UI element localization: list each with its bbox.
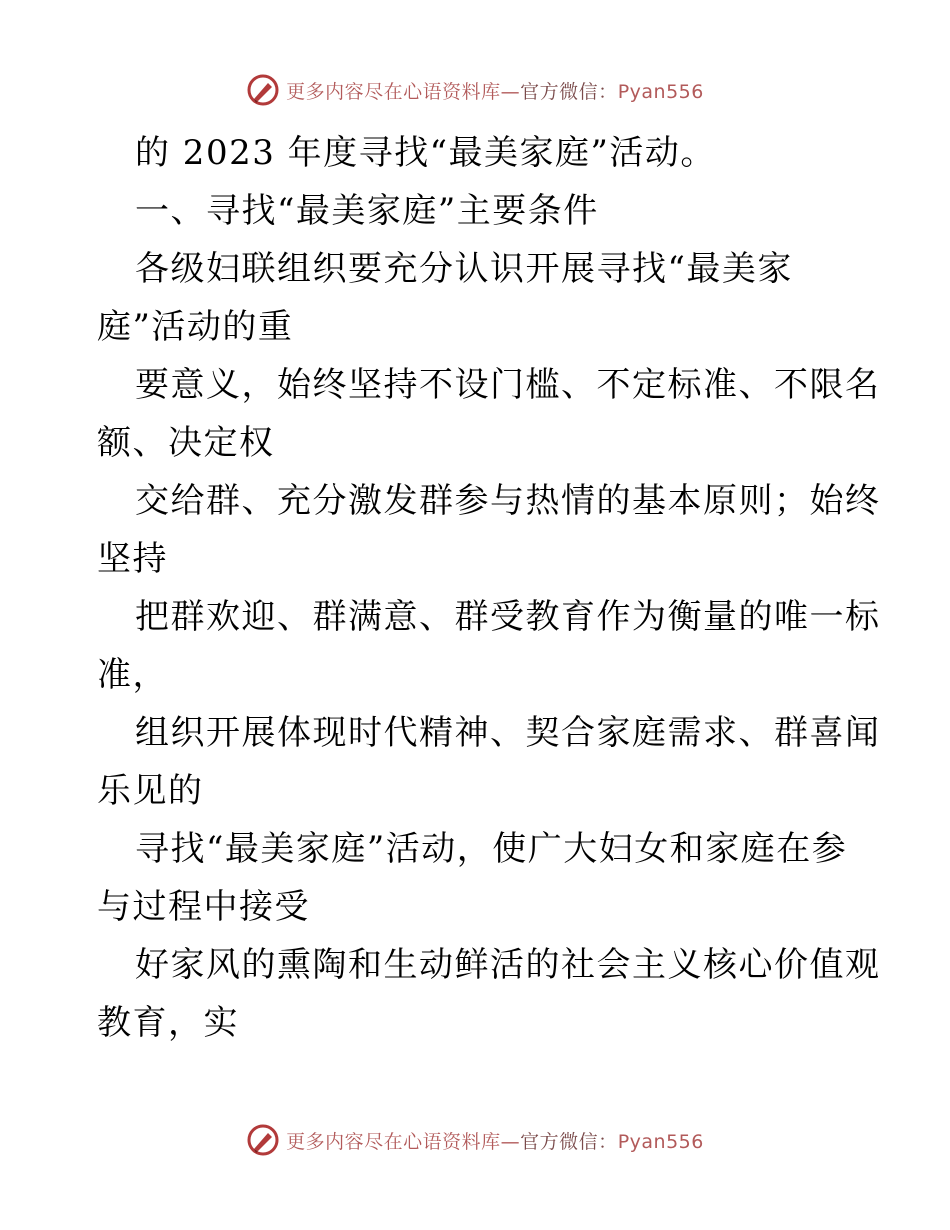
header-banner [0,70,950,110]
text-line: 交给群、充分激发群参与热情的基本原则；始终 [135,481,881,521]
footer-wechat-label: 官方微信： [520,1130,618,1153]
text-line: 要意义，始终坚持不设门槛、不定标准、不限名 [135,365,881,405]
text-line: 教育，实 [97,1003,239,1043]
header-wechat-id: Pyan556 [617,80,704,103]
pen-logo-icon [246,73,280,107]
header-site-name: 更多内容尽在心语资料库— [286,80,521,103]
text-line: 好家风的熏陶和生动鲜活的社会主义核心价值观 [135,945,881,985]
text-line: 坚持 [97,539,168,579]
text-line: 的 2023 年度寻找“最美家庭”活动。 [135,133,716,173]
footer-banner [0,1120,950,1160]
text-line: 与过程中接受 [97,887,310,927]
footer-site-name: 更多内容尽在心语资料库— [286,1130,521,1153]
text-line: 寻找“最美家庭”活动，使广大妇女和家庭在参 [135,829,848,869]
text-line: 准， [97,655,168,695]
header-banner-text [286,77,704,104]
footer-wechat-id: Pyan556 [617,1130,704,1153]
text-line: 把群欢迎、群满意、群受教育作为衡量的唯一标 [135,597,881,637]
footer-banner-text [286,1127,704,1154]
text-line: 乐见的 [97,771,204,811]
section-heading: 一、寻找“最美家庭”主要条件 [135,191,599,231]
text-line: 额、决定权 [97,423,275,463]
text-line: 庭”活动的重 [97,307,294,347]
text-line: 组织开展体现时代精神、契合家庭需求、群喜闻 [135,713,881,753]
header-wechat-label: 官方微信： [520,80,618,103]
pen-logo-icon [246,1123,280,1157]
document-body [97,124,881,1052]
text-line: 各级妇联组织要充分认识开展寻找“最美家 [135,249,793,289]
